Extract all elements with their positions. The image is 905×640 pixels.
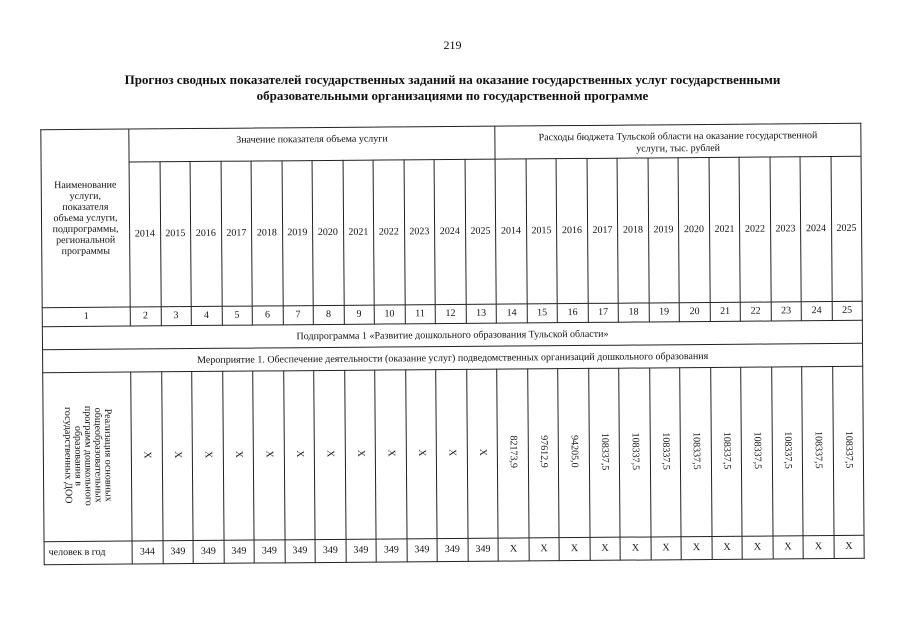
year-label: 2019	[653, 224, 674, 236]
service-volume-value	[314, 371, 346, 540]
column-number: 12	[435, 304, 466, 323]
service-volume-value	[222, 371, 254, 540]
unit-expense-value: Х	[590, 537, 621, 560]
service-row	[43, 367, 864, 542]
service-expense-text: 108337,5	[599, 432, 611, 471]
service-volume-value	[192, 372, 224, 541]
service-volume-value	[131, 372, 163, 541]
unit-expense-value: Х	[498, 538, 529, 561]
forecast-table	[40, 123, 865, 565]
unit-volume-value: 349	[468, 538, 499, 561]
exp-year-2014	[495, 159, 527, 305]
year-label: 2014	[500, 225, 522, 237]
service-expense-value	[588, 368, 620, 537]
service-expense-text: 108337,5	[629, 432, 641, 470]
vol-year-2025	[465, 159, 497, 305]
service-volume-value	[436, 370, 468, 539]
column-number: 3	[161, 307, 192, 326]
service-expense-text: 108337,5	[751, 431, 763, 469]
unit-volume-value: 349	[437, 538, 468, 561]
service-expense-value	[741, 367, 773, 536]
service-name-line: Реализация основных	[101, 408, 114, 502]
service-volume-text: Х	[294, 450, 306, 458]
unit-expense-value: Х	[742, 536, 773, 559]
service-volume-text: Х	[202, 451, 214, 459]
column-number: 1	[42, 307, 130, 327]
column-number: 11	[405, 305, 436, 324]
service-volume-text: Х	[416, 449, 428, 457]
exp-year-2025	[831, 156, 863, 302]
unit-volume-value: 349	[285, 539, 316, 562]
title-line-1: Прогноз сводных показателей государственных заданий на оказание государственных услуг государственными	[124, 72, 781, 87]
year-label: 2024	[805, 223, 827, 235]
service-expense-value	[649, 368, 681, 537]
year-label: 2016	[561, 225, 583, 237]
service-expense-value	[558, 369, 590, 538]
document-title	[40, 72, 865, 104]
service-name-line: общеобразовательных	[91, 407, 104, 503]
service-expense-text: 108337,5	[782, 431, 794, 469]
column-number: 5	[222, 306, 253, 325]
unit-volume-value: 349	[163, 540, 194, 563]
vol-year-2017	[221, 161, 253, 307]
service-volume-text: Х	[324, 450, 336, 458]
column-number: 20	[679, 302, 710, 321]
column-number: 14	[496, 304, 527, 323]
unit-expense-value: Х	[651, 537, 682, 560]
service-volume-text: Х	[446, 449, 458, 457]
column-number: 23	[771, 302, 802, 321]
year-label: 2024	[439, 226, 460, 238]
year-row	[41, 156, 862, 308]
unit-volume-value: 349	[193, 540, 224, 563]
unit-volume-value: 349	[407, 538, 438, 561]
unit-expense-value: Х	[803, 535, 834, 558]
vol-year-2021	[343, 160, 375, 306]
column-number: 13	[466, 304, 497, 323]
year-label: 2017	[592, 225, 613, 237]
year-label: 2020	[683, 224, 705, 236]
title-line-2: образовательными организациями по государственной программе	[256, 88, 649, 103]
exp-year-2015	[526, 158, 558, 304]
column-number: 25	[832, 301, 863, 320]
service-expense-text: 97612,9	[538, 435, 550, 469]
unit-volume-value: 349	[376, 539, 407, 562]
service-volume-value	[405, 370, 437, 539]
unit-expense-value: Х	[834, 535, 865, 558]
service-volume-text: Х	[263, 450, 275, 459]
column-number: 15	[527, 304, 558, 323]
exp-year-2017	[587, 158, 619, 304]
service-expense-text: 82173,9	[507, 435, 519, 469]
year-label: 2015	[165, 228, 186, 240]
column-number: 6	[252, 306, 283, 325]
year-label: 2023	[775, 223, 796, 235]
year-label: 2019	[287, 227, 308, 239]
service-expense-text: 108337,5	[812, 430, 824, 469]
measure-row: Мероприятие 1. Обеспечение деятельности (оказание услуг) подведомственных организаций дошкольного образования	[43, 343, 863, 373]
column-number: 21	[710, 302, 741, 321]
service-expense-text: 108337,5	[843, 430, 855, 469]
year-label: 2021	[714, 224, 735, 236]
year-label: 2014	[134, 228, 155, 240]
service-name	[62, 405, 113, 505]
service-expense-value	[832, 367, 864, 536]
service-volume-value	[253, 371, 285, 540]
service-expense-text: 108337,5	[721, 431, 733, 470]
service-expense-text: 108337,5	[690, 431, 702, 470]
column-number: 17	[588, 303, 619, 322]
subprogram-row: Подпрограмма 1 «Развитие дошкольного образования Тульской области»	[42, 320, 862, 350]
column-number: 19	[649, 303, 680, 322]
year-label: 2018	[622, 224, 644, 236]
exp-year-2022	[739, 157, 771, 303]
exp-year-2021	[709, 157, 741, 303]
year-label: 2025	[470, 226, 491, 238]
exp-year-2016	[556, 158, 588, 304]
service-expense-value	[680, 368, 712, 537]
service-expense-value	[802, 367, 834, 536]
service-volume-value	[375, 370, 407, 539]
year-label: 2017	[226, 227, 247, 240]
service-volume-text: Х	[385, 449, 397, 458]
unit-expense-value: Х	[712, 536, 743, 559]
expense-group-header: Расходы бюджета Тульской области на оказание государственной услуги, тыс. рублей	[495, 123, 861, 159]
column-number: 7	[283, 306, 314, 325]
service-name-line: образования в	[72, 425, 84, 486]
column-number: 8	[313, 305, 344, 324]
unit-expense-value: Х	[773, 536, 804, 559]
exp-year-2024	[800, 156, 832, 302]
service-volume-text: Х	[141, 451, 153, 459]
page-number: 219	[443, 38, 462, 52]
column-number: 9	[344, 305, 375, 324]
service-volume-value	[466, 369, 498, 538]
unit-expense-value: Х	[620, 537, 651, 560]
year-label: 2023	[409, 226, 430, 238]
column-number: 18	[618, 303, 649, 322]
service-expense-value	[527, 369, 559, 538]
unit-volume-value: 349	[224, 540, 255, 563]
vol-year-2019	[282, 160, 314, 306]
vol-year-2020	[312, 160, 344, 306]
service-expense-value	[619, 368, 651, 537]
column-number: 16	[557, 303, 588, 322]
column-number: 4	[191, 306, 222, 325]
service-expense-value	[710, 368, 742, 537]
service-expense-value	[771, 367, 803, 536]
exp-year-2018	[617, 158, 649, 304]
service-volume-value	[344, 370, 376, 539]
vol-year-2023	[404, 159, 436, 305]
service-name-line: программ дошкольного	[81, 405, 94, 506]
year-label: 2016	[195, 228, 216, 240]
service-expense-text: 94205,0	[568, 435, 580, 468]
exp-year-2020	[678, 157, 710, 303]
column-number: 24	[801, 302, 832, 321]
service-volume-value	[161, 372, 193, 541]
unit-expense-value: Х	[681, 536, 712, 559]
unit-volume-value: 349	[315, 539, 346, 562]
year-label: 2020	[317, 227, 338, 239]
unit-cell: человек в год	[44, 541, 132, 565]
service-expense-text: 108337,5	[660, 432, 672, 470]
year-label: 2022	[744, 223, 766, 236]
volume-group-header: Значение показателя объема услуги	[129, 126, 495, 162]
header-name-cell: Наименование услуги, показателя объема услуги, подпрограммы, региональной программы	[41, 129, 130, 308]
service-volume-text: Х	[233, 450, 245, 459]
service-volume-text: Х	[355, 449, 367, 458]
vol-year-2014	[129, 161, 161, 307]
exp-year-2023	[770, 156, 802, 302]
year-label: 2025	[836, 223, 857, 235]
year-label: 2018	[256, 227, 277, 239]
service-volume-value	[283, 371, 315, 540]
unit-volume-value: 344	[132, 541, 163, 564]
service-volume-text: Х	[477, 449, 489, 457]
table-sheet	[40, 123, 863, 565]
vol-year-2018	[251, 160, 283, 306]
unit-expense-value: Х	[529, 537, 560, 560]
service-name-cell	[43, 372, 132, 541]
vol-year-2015	[160, 161, 192, 307]
service-name-line: государственных ДОО	[61, 407, 74, 504]
year-label: 2022	[378, 226, 399, 238]
column-number: 2	[130, 307, 161, 326]
year-label: 2021	[348, 226, 369, 239]
service-volume-text: Х	[172, 451, 184, 459]
exp-year-2019	[648, 157, 680, 303]
unit-volume-value: 349	[346, 539, 377, 562]
unit-volume-value: 349	[254, 540, 285, 563]
vol-year-2024	[434, 159, 466, 305]
unit-expense-value: Х	[559, 537, 590, 560]
column-number: 10	[374, 305, 405, 324]
year-label: 2015	[531, 225, 552, 237]
column-number: 22	[740, 302, 771, 321]
vol-year-2016	[190, 161, 222, 307]
vol-year-2022	[373, 160, 405, 306]
service-expense-value	[497, 369, 529, 538]
